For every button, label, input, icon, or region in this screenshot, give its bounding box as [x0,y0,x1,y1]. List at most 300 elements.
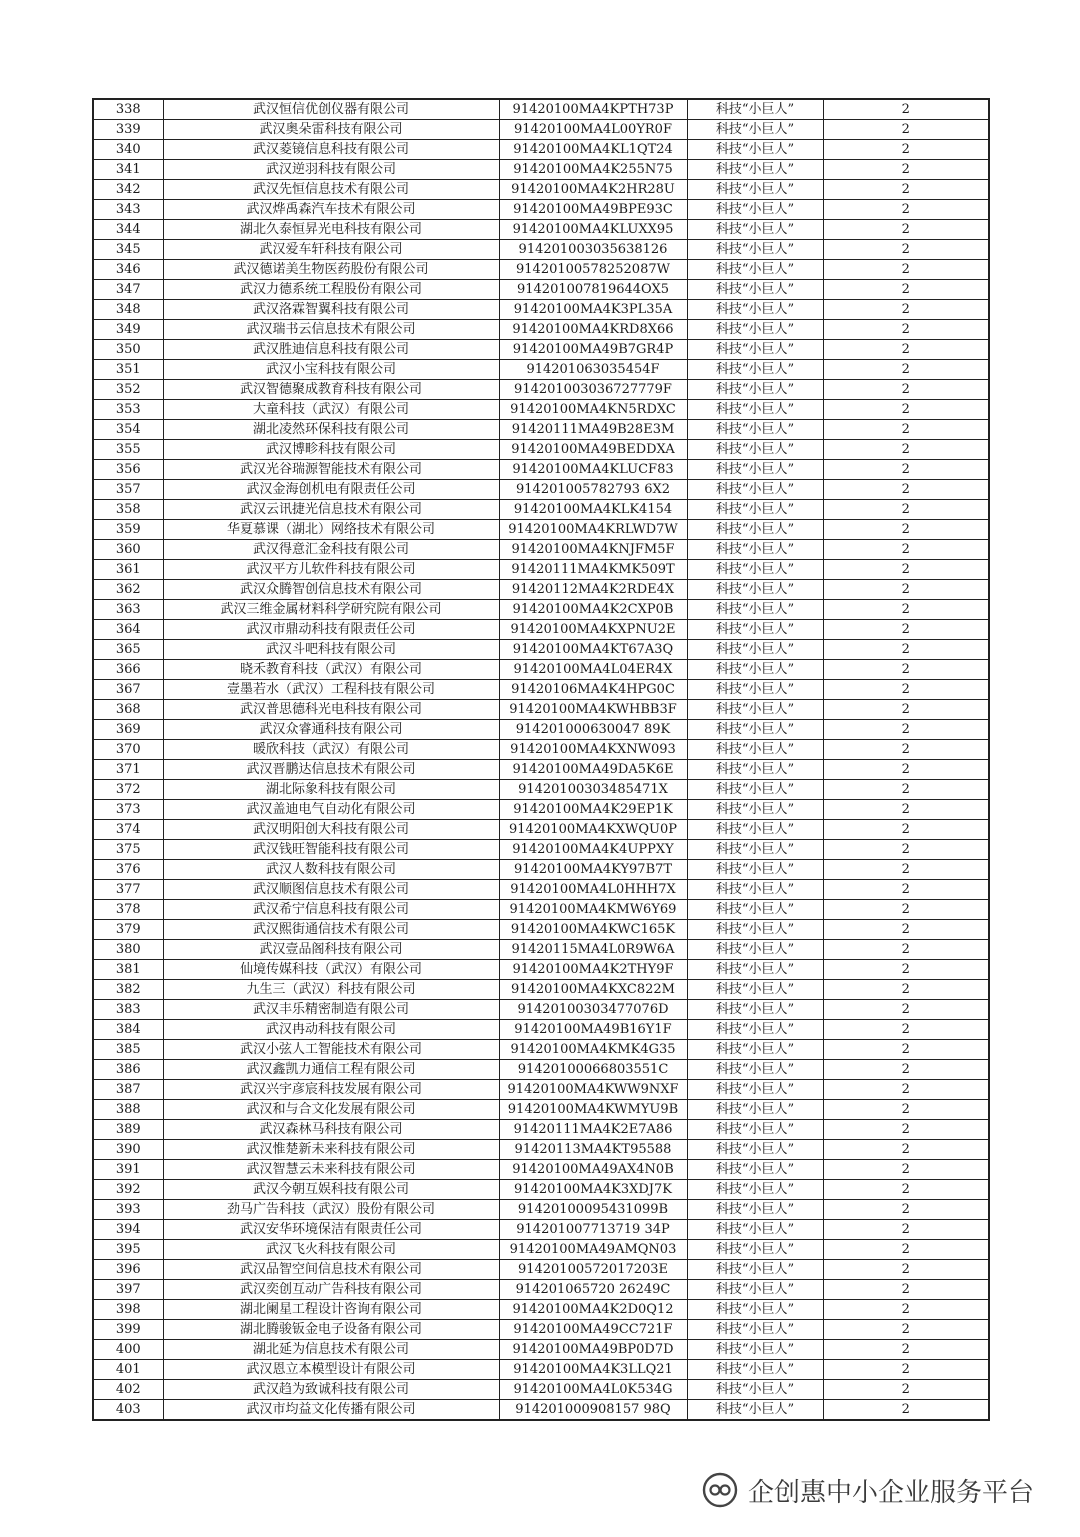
table-row [93,260,989,280]
credit-code-cell: 91420100MA4KXC822M [499,980,687,1000]
row-number-cell: 340 [93,140,163,160]
row-number-cell: 391 [93,1160,163,1180]
credit-code-cell: 91420100066803551C [499,1060,687,1080]
table-row [93,520,989,540]
table-row [93,820,989,840]
value-cell: 2 [823,1020,989,1040]
value-cell: 2 [823,1100,989,1120]
company-name-cell: 湖北凌然环保科技有限公司 [163,420,499,440]
value-cell: 2 [823,760,989,780]
category-cell: 科技“小巨人” [687,1200,823,1220]
table-row [93,1140,989,1160]
row-number-cell: 344 [93,220,163,240]
category-cell: 科技“小巨人” [687,860,823,880]
value-cell: 2 [823,140,989,160]
credit-code-cell: 91420100MA4KXPNU2E [499,620,687,640]
credit-code-cell: 91420100MA4K3PL35A [499,300,687,320]
company-name-cell: 湖北腾骏钣金电子设备有限公司 [163,1320,499,1340]
value-cell: 2 [823,200,989,220]
table-row [93,660,989,680]
category-cell: 科技“小巨人” [687,660,823,680]
category-cell: 科技“小巨人” [687,200,823,220]
company-name-cell: 武汉爱车轩科技有限公司 [163,240,499,260]
credit-code-cell: 91420111MA4K2E7A86 [499,1120,687,1140]
category-cell: 科技“小巨人” [687,940,823,960]
credit-code-cell: 91420100MA4KWW9NXF [499,1080,687,1100]
table-row [93,620,989,640]
credit-code-cell: 91420100MA4KMK4G35 [499,1040,687,1060]
row-number-cell: 354 [93,420,163,440]
credit-code-cell: 91420100MA4KLUXX95 [499,220,687,240]
category-cell: 科技“小巨人” [687,300,823,320]
table-row [93,860,989,880]
row-number-cell: 364 [93,620,163,640]
category-cell: 科技“小巨人” [687,920,823,940]
row-number-cell: 346 [93,260,163,280]
company-name-cell: 武汉逆羽科技有限公司 [163,160,499,180]
row-number-cell: 372 [93,780,163,800]
company-name-cell: 武汉智慧云未来科技有限公司 [163,1160,499,1180]
row-number-cell: 342 [93,180,163,200]
table-row [93,560,989,580]
credit-code-cell: 914201003036727779F [499,380,687,400]
company-name-cell: 武汉人数科技有限公司 [163,860,499,880]
row-number-cell: 338 [93,99,163,120]
company-name-cell: 武汉博畛科技有限公司 [163,440,499,460]
credit-code-cell: 91420100572017203E [499,1260,687,1280]
table-row [93,600,989,620]
category-cell: 科技“小巨人” [687,1400,823,1421]
row-number-cell: 351 [93,360,163,380]
category-cell: 科技“小巨人” [687,680,823,700]
credit-code-cell: 91420100MA49AX4N0B [499,1160,687,1180]
row-number-cell: 360 [93,540,163,560]
row-number-cell: 390 [93,1140,163,1160]
value-cell: 2 [823,1200,989,1220]
company-name-cell: 武汉恩立本模型设计有限公司 [163,1360,499,1380]
company-name-cell: 湖北际象科技有限公司 [163,780,499,800]
value-cell: 2 [823,860,989,880]
category-cell: 科技“小巨人” [687,900,823,920]
company-name-cell: 武汉平方儿软件科技有限公司 [163,560,499,580]
row-number-cell: 370 [93,740,163,760]
row-number-cell: 347 [93,280,163,300]
company-name-cell: 武汉明阳创大科技有限公司 [163,820,499,840]
category-cell: 科技“小巨人” [687,1260,823,1280]
credit-code-cell: 91420100MA4K2CXP0B [499,600,687,620]
company-name-cell: 武汉力德系统工程股份有限公司 [163,280,499,300]
company-name-cell: 九生三（武汉）科技有限公司 [163,980,499,1000]
category-cell: 科技“小巨人” [687,340,823,360]
value-cell: 2 [823,1000,989,1020]
credit-code-cell: 91420112MA4K2RDE4X [499,580,687,600]
value-cell: 2 [823,800,989,820]
credit-code-cell: 91420111MA4KMK509T [499,560,687,580]
company-name-cell: 武汉钱旺智能科技有限公司 [163,840,499,860]
company-name-cell: 武汉和与合文化发展有限公司 [163,1100,499,1120]
credit-code-cell: 91420100MA49AMQN03 [499,1240,687,1260]
company-name-cell: 武汉小宝科技有限公司 [163,360,499,380]
category-cell: 科技“小巨人” [687,960,823,980]
credit-code-cell: 91420100MA49BEDDXA [499,440,687,460]
table-row [93,1120,989,1140]
table-row [93,300,989,320]
category-cell: 科技“小巨人” [687,1280,823,1300]
table-body [93,99,989,1420]
table-row [93,1040,989,1060]
table-row [93,1340,989,1360]
credit-code-cell: 91420111MA49B28E3M [499,420,687,440]
credit-code-cell: 91420100095431099B [499,1200,687,1220]
category-cell: 科技“小巨人” [687,700,823,720]
category-cell: 科技“小巨人” [687,99,823,120]
credit-code-cell: 91420100MA4KWMYU9B [499,1100,687,1120]
category-cell: 科技“小巨人” [687,1360,823,1380]
value-cell: 2 [823,1400,989,1421]
company-name-cell: 武汉飞火科技有限公司 [163,1240,499,1260]
company-name-cell: 劲马广告科技（武汉）股份有限公司 [163,1200,499,1220]
category-cell: 科技“小巨人” [687,620,823,640]
category-cell: 科技“小巨人” [687,260,823,280]
row-number-cell: 402 [93,1380,163,1400]
table-row [93,140,989,160]
table-row [93,1080,989,1100]
company-table [92,98,990,1421]
row-number-cell: 395 [93,1240,163,1260]
credit-code-cell: 91420100MA4KRD8X66 [499,320,687,340]
value-cell: 2 [823,820,989,840]
row-number-cell: 366 [93,660,163,680]
value-cell: 2 [823,980,989,1000]
company-name-cell: 武汉熙街通信技术有限公司 [163,920,499,940]
value-cell: 2 [823,1060,989,1080]
row-number-cell: 396 [93,1260,163,1280]
value-cell: 2 [823,380,989,400]
table-row [93,240,989,260]
company-name-cell: 武汉普思德科光电科技有限公司 [163,700,499,720]
row-number-cell: 345 [93,240,163,260]
category-cell: 科技“小巨人” [687,180,823,200]
credit-code-cell: 91420100MA4L0K534G [499,1380,687,1400]
credit-code-cell: 91420100MA4KRLWD7W [499,520,687,540]
category-cell: 科技“小巨人” [687,720,823,740]
company-name-cell: 武汉烨禹森汽车技术有限公司 [163,200,499,220]
table-row [93,800,989,820]
row-number-cell: 399 [93,1320,163,1340]
category-cell: 科技“小巨人” [687,500,823,520]
credit-code-cell: 914201065720 26249C [499,1280,687,1300]
row-number-cell: 341 [93,160,163,180]
credit-code-cell: 91420100MA4KWC165K [499,920,687,940]
value-cell: 2 [823,240,989,260]
credit-code-cell: 91420100MA4KPTH73P [499,99,687,120]
table-row [93,480,989,500]
value-cell: 2 [823,1180,989,1200]
category-cell: 科技“小巨人” [687,520,823,540]
value-cell: 2 [823,640,989,660]
row-number-cell: 359 [93,520,163,540]
company-name-cell: 武汉森林马科技有限公司 [163,1120,499,1140]
table-row [93,640,989,660]
credit-code-cell: 91420106MA4K4HPG0C [499,680,687,700]
row-number-cell: 352 [93,380,163,400]
table-row [93,160,989,180]
company-name-cell: 武汉云讯捷光信息技术有限公司 [163,500,499,520]
category-cell: 科技“小巨人” [687,1300,823,1320]
row-number-cell: 348 [93,300,163,320]
credit-code-cell: 91420100MA4KL1QT24 [499,140,687,160]
table-row [93,920,989,940]
table-row [93,1360,989,1380]
table-row [93,940,989,960]
row-number-cell: 403 [93,1400,163,1421]
company-name-cell: 武汉冉动科技有限公司 [163,1020,499,1040]
category-cell: 科技“小巨人” [687,580,823,600]
row-number-cell: 356 [93,460,163,480]
row-number-cell: 373 [93,800,163,820]
company-name-cell: 仙境传媒科技（武汉）有限公司 [163,960,499,980]
table-row [93,1240,989,1260]
category-cell: 科技“小巨人” [687,820,823,840]
credit-code-cell: 91420100MA4K29EP1K [499,800,687,820]
category-cell: 科技“小巨人” [687,480,823,500]
credit-code-cell: 91420100MA4K2HR28U [499,180,687,200]
value-cell: 2 [823,520,989,540]
row-number-cell: 386 [93,1060,163,1080]
company-name-cell: 武汉晋鹏达信息技术有限公司 [163,760,499,780]
category-cell: 科技“小巨人” [687,1140,823,1160]
category-cell: 科技“小巨人” [687,460,823,480]
value-cell: 2 [823,1340,989,1360]
watermark-text: 企创惠中小企业服务平台 [748,1477,1035,1508]
credit-code-cell: 91420100MA4L0HHH7X [499,880,687,900]
company-name-cell: 武汉得意汇金科技有限公司 [163,540,499,560]
category-cell: 科技“小巨人” [687,380,823,400]
credit-code-cell: 91420100MA4KLK4154 [499,500,687,520]
table-row [93,1180,989,1200]
table-row [93,680,989,700]
credit-code-cell: 91420113MA4KT95588 [499,1140,687,1160]
credit-code-cell: 914201005782793 6X2 [499,480,687,500]
value-cell: 2 [823,340,989,360]
credit-code-cell: 91420100MA4KN5RDXC [499,400,687,420]
value-cell: 2 [823,1260,989,1280]
row-number-cell: 350 [93,340,163,360]
wechat-official-account-icon [700,1470,740,1510]
value-cell: 2 [823,1380,989,1400]
credit-code-cell: 91420100MA4K2THY9F [499,960,687,980]
value-cell: 2 [823,260,989,280]
company-name-cell: 武汉小弦人工智能技术有限公司 [163,1040,499,1060]
credit-code-cell: 91420100MA4K3XDJ7K [499,1180,687,1200]
table-row [93,180,989,200]
table-row [93,740,989,760]
category-cell: 科技“小巨人” [687,1040,823,1060]
category-cell: 科技“小巨人” [687,740,823,760]
category-cell: 科技“小巨人” [687,400,823,420]
category-cell: 科技“小巨人” [687,1220,823,1240]
value-cell: 2 [823,99,989,120]
value-cell: 2 [823,700,989,720]
table-row [93,1160,989,1180]
value-cell: 2 [823,360,989,380]
category-cell: 科技“小巨人” [687,1240,823,1260]
value-cell: 2 [823,160,989,180]
row-number-cell: 384 [93,1020,163,1040]
table-row [93,280,989,300]
company-name-cell: 武汉斗吧科技有限公司 [163,640,499,660]
credit-code-cell: 91420100MA49CC721F [499,1320,687,1340]
row-number-cell: 358 [93,500,163,520]
table-row [93,1020,989,1040]
row-number-cell: 368 [93,700,163,720]
company-name-cell: 武汉希宁信息科技有限公司 [163,900,499,920]
row-number-cell: 339 [93,120,163,140]
company-name-cell: 武汉顺图信息技术有限公司 [163,880,499,900]
category-cell: 科技“小巨人” [687,1180,823,1200]
category-cell: 科技“小巨人” [687,540,823,560]
table-row [93,500,989,520]
category-cell: 科技“小巨人” [687,880,823,900]
company-name-cell: 壹墨若水（武汉）工程科技有限公司 [163,680,499,700]
company-name-cell: 武汉壹品阁科技有限公司 [163,940,499,960]
company-name-cell: 武汉德诺美生物医药股份有限公司 [163,260,499,280]
table-row [93,1260,989,1280]
table-row [93,1380,989,1400]
row-number-cell: 398 [93,1300,163,1320]
table-row [93,320,989,340]
table-row [93,1200,989,1220]
credit-code-cell: 91420100MA49B7GR4P [499,340,687,360]
row-number-cell: 377 [93,880,163,900]
row-number-cell: 363 [93,600,163,620]
credit-code-cell: 91420100578252087W [499,260,687,280]
category-cell: 科技“小巨人” [687,440,823,460]
row-number-cell: 387 [93,1080,163,1100]
value-cell: 2 [823,1040,989,1060]
value-cell: 2 [823,960,989,980]
credit-code-cell: 91420100MA4KXNW093 [499,740,687,760]
company-name-cell: 武汉今朝互娱科技有限公司 [163,1180,499,1200]
credit-code-cell: 91420100MA4KLUCF83 [499,460,687,480]
category-cell: 科技“小巨人” [687,1000,823,1020]
company-name-cell: 暖欣科技（武汉）有限公司 [163,740,499,760]
credit-code-cell: 914201000908157 98Q [499,1400,687,1421]
category-cell: 科技“小巨人” [687,1080,823,1100]
credit-code-cell: 91420100MA4KT67A3Q [499,640,687,660]
company-name-cell: 华夏慕课（湖北）网络技术有限公司 [163,520,499,540]
category-cell: 科技“小巨人” [687,560,823,580]
credit-code-cell: 914201007713719 34P [499,1220,687,1240]
row-number-cell: 371 [93,760,163,780]
company-name-cell: 武汉菱镜信息科技有限公司 [163,140,499,160]
table-row [93,780,989,800]
row-number-cell: 353 [93,400,163,420]
value-cell: 2 [823,680,989,700]
category-cell: 科技“小巨人” [687,980,823,1000]
category-cell: 科技“小巨人” [687,1020,823,1040]
credit-code-cell: 91420100MA4KNJFM5F [499,540,687,560]
table-row [93,980,989,1000]
watermark [700,1468,1060,1512]
company-name-cell: 武汉金海创机电有限责任公司 [163,480,499,500]
credit-code-cell: 91420100MA49BPE93C [499,200,687,220]
credit-code-cell: 91420100303485471X [499,780,687,800]
credit-code-cell: 914201000630047 89K [499,720,687,740]
value-cell: 2 [823,780,989,800]
row-number-cell: 383 [93,1000,163,1020]
category-cell: 科技“小巨人” [687,140,823,160]
value-cell: 2 [823,320,989,340]
value-cell: 2 [823,220,989,240]
value-cell: 2 [823,1280,989,1300]
company-name-cell: 湖北阑星工程设计咨询有限公司 [163,1300,499,1320]
table-row [93,700,989,720]
company-name-cell: 武汉市鼎动科技有限责任公司 [163,620,499,640]
credit-code-cell: 914201003035638126 [499,240,687,260]
company-name-cell: 大童科技（武汉）有限公司 [163,400,499,420]
table-row [93,360,989,380]
category-cell: 科技“小巨人” [687,420,823,440]
credit-code-cell: 91420100MA4L00YR0F [499,120,687,140]
row-number-cell: 349 [93,320,163,340]
value-cell: 2 [823,1160,989,1180]
category-cell: 科技“小巨人” [687,1060,823,1080]
table-row [93,1000,989,1020]
category-cell: 科技“小巨人” [687,800,823,820]
value-cell: 2 [823,1080,989,1100]
row-number-cell: 376 [93,860,163,880]
value-cell: 2 [823,1360,989,1380]
category-cell: 科技“小巨人” [687,1380,823,1400]
company-name-cell: 晓禾教育科技（武汉）有限公司 [163,660,499,680]
company-name-cell: 武汉安华环境保洁有限责任公司 [163,1220,499,1240]
value-cell: 2 [823,540,989,560]
row-number-cell: 369 [93,720,163,740]
company-name-cell: 武汉众腾智创信息技术有限公司 [163,580,499,600]
credit-code-cell: 91420100MA4KMW6Y69 [499,900,687,920]
value-cell: 2 [823,460,989,480]
value-cell: 2 [823,1320,989,1340]
table-row [93,880,989,900]
credit-code-cell: 91420100MA4K3LLQ21 [499,1360,687,1380]
row-number-cell: 361 [93,560,163,580]
company-name-cell: 武汉市均益文化传播有限公司 [163,1400,499,1421]
company-name-cell: 武汉鑫凯力通信工程有限公司 [163,1060,499,1080]
company-name-cell: 武汉光谷瑞源智能技术有限公司 [163,460,499,480]
row-number-cell: 382 [93,980,163,1000]
company-name-cell: 武汉三维金属材料科学研究院有限公司 [163,600,499,620]
table-row [93,1100,989,1120]
row-number-cell: 379 [93,920,163,940]
company-name-cell: 武汉洛霖智翼科技有限公司 [163,300,499,320]
credit-code-cell: 91420100MA4K4UPPXY [499,840,687,860]
credit-code-cell: 91420100MA49DA5K6E [499,760,687,780]
value-cell: 2 [823,840,989,860]
row-number-cell: 392 [93,1180,163,1200]
value-cell: 2 [823,1300,989,1320]
category-cell: 科技“小巨人” [687,1160,823,1180]
category-cell: 科技“小巨人” [687,1320,823,1340]
value-cell: 2 [823,480,989,500]
value-cell: 2 [823,900,989,920]
row-number-cell: 381 [93,960,163,980]
category-cell: 科技“小巨人” [687,240,823,260]
table-row [93,760,989,780]
row-number-cell: 357 [93,480,163,500]
company-name-cell: 湖北久泰恒昇光电科技有限公司 [163,220,499,240]
value-cell: 2 [823,420,989,440]
